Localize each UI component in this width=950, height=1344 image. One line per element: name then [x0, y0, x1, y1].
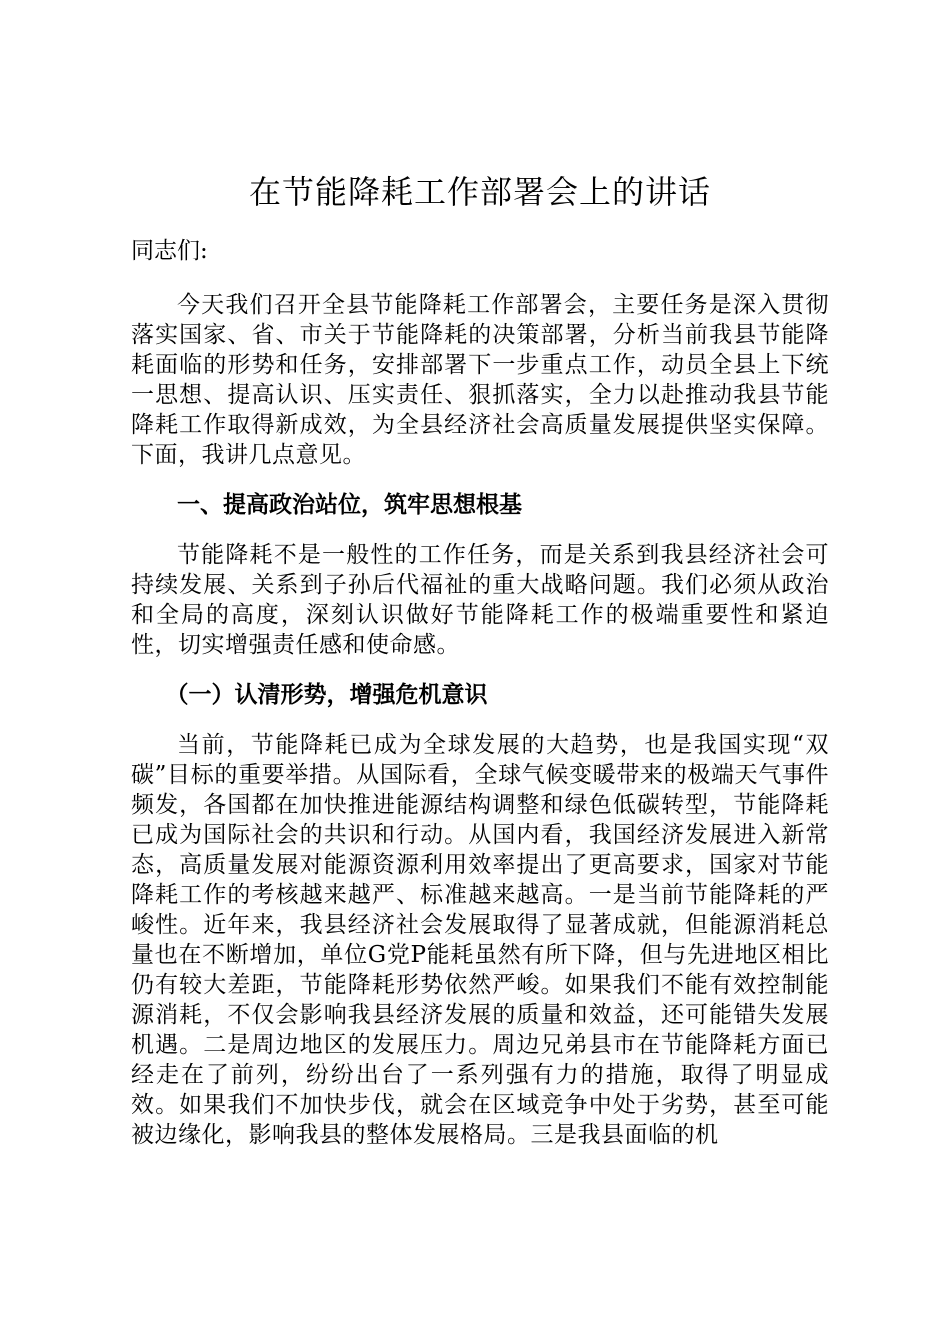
intro-paragraph: 今天我们召开全县节能降耗工作部署会，主要任务是深入贯彻落实国家、省、市关于节能降耗的决策部署，分析当前我县节能降耗面临的形势和任务，安排部署下一步重点工作，动员全县上下统一思想、提高认识、压实责任、狠抓落实，全力以赴推动我县节能降耗工作取得新成效，为全县经济社会高质量发展提供坚实保障。下面，我讲几点意见。 — [131, 292, 829, 468]
document-page — [131, 170, 829, 1170]
subsection-1-heading: （一）认清形势，增强危机意识 — [165, 682, 488, 708]
section-1-paragraph: 节能降耗不是一般性的工作任务，而是关系到我县经济社会可持续发展、关系到子孙后代福祉的重大战略问题。我们必须从政治和全局的高度，深刻认识做好节能降耗工作的极端重要性和紧迫性，切实增强责任感和使命感。 — [131, 542, 829, 658]
subsection-1-paragraph: 当前，节能降耗已成为全球发展的大趋势，也是我国实现“双碳”目标的重要举措。从国际看，全球气候变暖带来的极端天气事件频发，各国都在加快推进能源结构调整和绿色低碳转型，节能降耗已成为国际社会的共识和行动。从国内看，我国经济发展进入新常态，高质量发展对能源资源利用效率提出了更高要求，国家对节能降耗工作的考核越来越严、标准越来越高。一是当前节能降耗的严峻性。近年来，我县经济社会发展取得了显著成就，但能源消耗总量也在不断增加，单位G党P能耗虽然有所下降，但与先进地区相比仍有较大差距，节能降耗形势依然严峻。如果我们不能有效控制能源消耗，不仅会影响我县经济发展的质量和效益，还可能错失发展机遇。二是周边地区的发展压力。周边兄弟县市在节能降耗方面已经走在了前列，纷纷出台了一系列强有力的措施，取得了明显成效。如果我们不加快步伐，就会在区域竞争中处于劣势，甚至可能被边缘化，影响我县的整体发展格局。三是我县面临的机 — [131, 732, 829, 1148]
greeting: 同志们: — [131, 238, 208, 264]
section-1-heading: 一、提高政治站位，筑牢思想根基 — [177, 492, 522, 518]
document-title: 在节能降耗工作部署会上的讲话 — [248, 173, 711, 211]
